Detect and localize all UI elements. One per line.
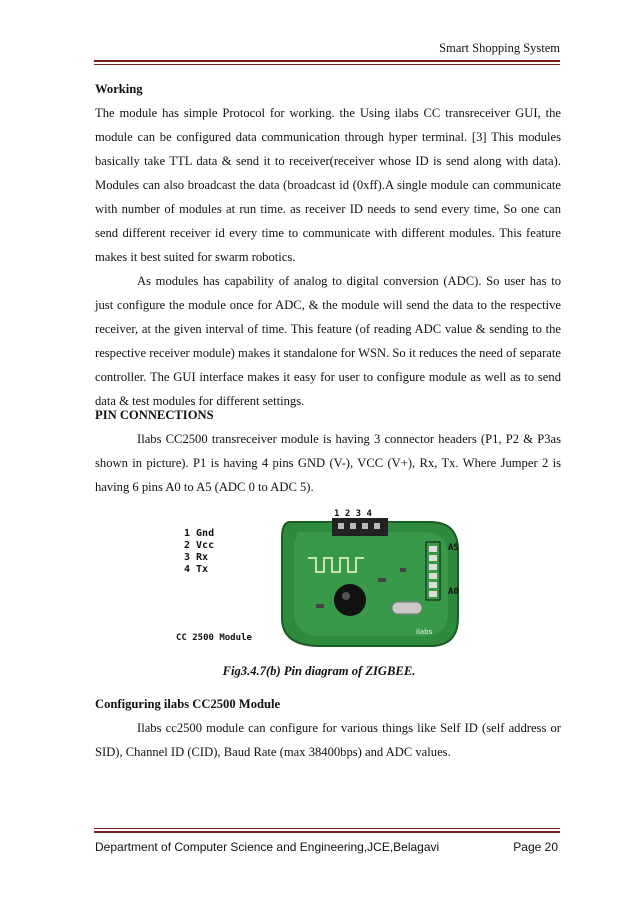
legend-pin-1: 1 Gnd: [184, 528, 215, 539]
header-rule: [94, 60, 560, 62]
zigbee-module-figure: [170, 508, 470, 650]
label-a0: A0: [448, 587, 459, 597]
footer-department: Department of Computer Science and Engineering,JCE,Belagavi: [95, 840, 440, 854]
zigbee-module-illustration: [170, 508, 470, 650]
working-section: [95, 77, 561, 413]
header-title: Smart Shopping System: [439, 41, 560, 55]
pin-connections-paragraph: Ilabs CC2500 transreceiver module is having 3 connector headers (P1, P2 & P3as shown in picture). P1 is having 4 pins GND (V-), VCC (V+), Rx, Tx. Where Jumper 2 is having 6 pins A0 to A5 (ADC 0 to ADC 5).: [95, 432, 561, 494]
header-rule-thin: [94, 64, 560, 65]
legend-pin-2: 2 Vcc: [184, 540, 215, 551]
figure-caption: Fig3.4.7(b) Pin diagram of ZIGBEE.: [222, 664, 416, 678]
brand-label: ilabs: [416, 628, 433, 636]
configuring-paragraph: Ilabs cc2500 module can configure for various things like Self ID (self address or SID), Channel ID (CID), Baud Rate (max 38400bps) and ADC values.: [95, 721, 561, 759]
footer-rule-thin: [94, 828, 560, 829]
footer-rule: [94, 831, 560, 833]
top-pin-numbers: 1 2 3 4: [334, 509, 372, 519]
working-paragraph-2: As modules has capability of analog to digital conversion (ADC). So user has to just configure the module once for ADC, & the module will send the data to the respective receiver, at the given interval of time. This feature (of reading ADC value & sending to the respective receiver module) makes it standalone for WSN. So it reduces the need of separate controller. The GUI interface makes it easy for user to configure module as well as to send data & test modules for different settings.: [95, 274, 561, 408]
configuring-section: [95, 692, 561, 764]
working-heading: Working: [95, 82, 143, 96]
legend-pin-4: 4 Tx: [184, 564, 209, 575]
label-a5: A5: [448, 543, 459, 553]
pin-connections-heading: PIN CONNECTIONS: [95, 408, 214, 422]
legend-pin-3: 3 Rx: [184, 552, 209, 563]
module-label: CC 2500 Module: [176, 633, 252, 643]
configuring-heading: Configuring ilabs CC2500 Module: [95, 697, 281, 711]
page-number: Page 20: [513, 840, 558, 854]
working-paragraph-1: The module has simple Protocol for working. the Using ilabs CC transreceiver GUI, the module can be configured data communication through hyper terminal. [3] This modules basically take TTL data & send it to receiver(receiver whose ID is send along with data). Modules can also broadcast the data (broadcast id (0xff).A single module can communicate with number of modules at run time. as receiver ID needs to send every time, So one can send different receiver id every time to communicate with different modules. This feature makes it best suited for swarm robotics.: [95, 106, 561, 264]
pin-connections-section: [95, 403, 561, 499]
